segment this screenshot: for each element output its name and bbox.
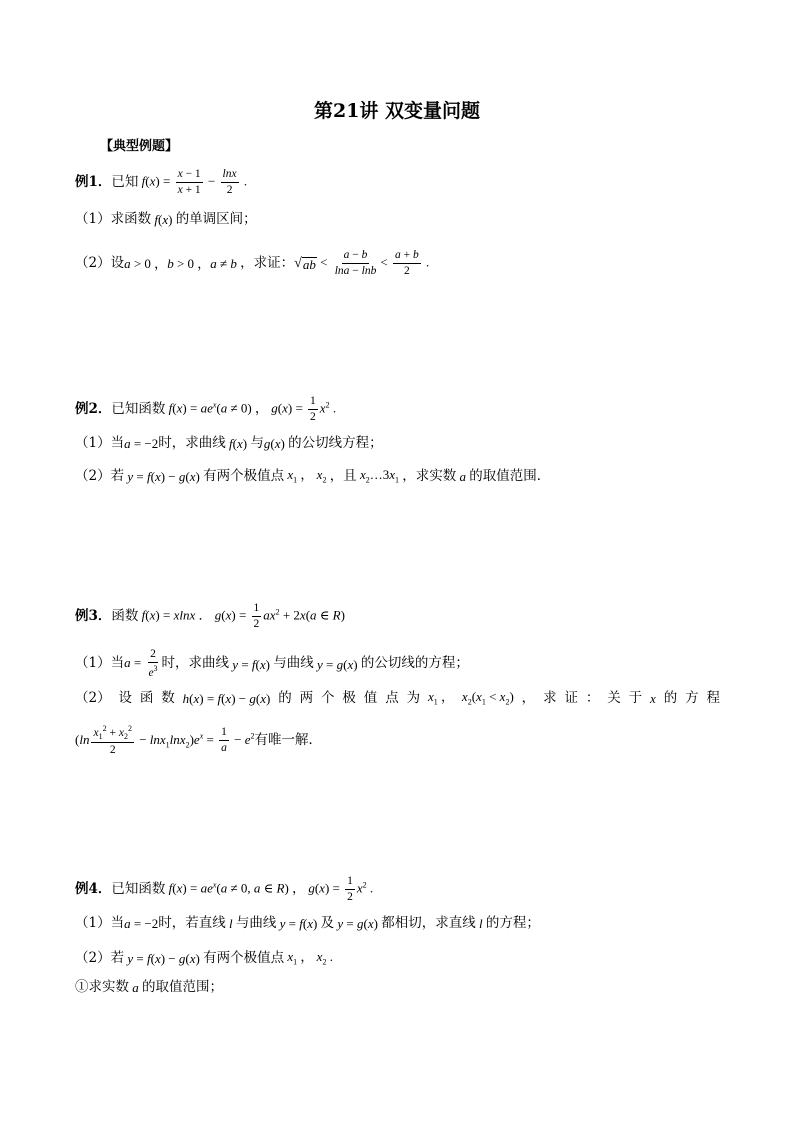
example-4-question-1: （1）当 a = −2 时，若直线 l 与曲线 y = f(x) 及 y = g(x) 都相切，求直线 l 的方程； xyxy=(75,915,540,932)
formula: a = $\frac{2}{e^3}$ xyxy=(124,648,158,680)
formula: y = f(x) xyxy=(232,656,274,672)
formula: l xyxy=(229,916,233,932)
formula: a = −2 xyxy=(124,916,159,932)
formula: $x_1$ ， xyxy=(427,689,455,707)
formula: y = g(x) xyxy=(337,916,382,932)
example-1-question-1: （1）求函数 f(x) 的单调区间； xyxy=(75,211,257,228)
formula: h(x) = f(x) − g(x) xyxy=(182,690,271,706)
example-2-question-1: （1）当 a = −2 时，求曲线 f(x) 与 g(x) 的公切线方程； xyxy=(75,435,383,452)
example-3-question-2: （2） 设 函 数 h(x) = f(x) − g(x) 的 两 个 极 值 点 为 $x_1$ ， $x_2(x_1 < x_2)$ ， 求 证 ： 关 于 x 的 方 程 xyxy=(75,689,720,707)
formula: f(x) xyxy=(154,212,176,228)
formula: √ ab < $\frac{a - b}{\ln a - \ln b}$ < $\frac{a + b}{2}$ . xyxy=(294,249,430,278)
example-1-question-2: （2）设 a > 0 ，b > 0 ，a ≠ b ，求证： √ ab < $\frac{a - b}{\ln a - \ln b}$ < $\frac{a + b}{2}$ . xyxy=(75,249,430,278)
formula: a = −2 xyxy=(124,436,159,452)
example-4-stem: 例4． 已知函数 $f(x) = ae^x(a \ne 0$, a ∈ R) ， g(x) = $\frac{1}{2}$ $x^2$ . xyxy=(75,875,374,904)
formula: f(x) = xlnx ． g(x) = $\frac{1}{2}$ $ax^2 + 2x(a$ ∈ R) xyxy=(141,602,345,631)
example-1-stem: 例1． 已知 f(x) = $\frac{x - 1}{x + 1}$ − $\frac{\ln x}{2}$ . xyxy=(75,168,248,197)
formula: a xyxy=(132,980,139,996)
formula: a xyxy=(459,468,466,484)
example-2-label: 例2． xyxy=(75,400,112,417)
formula: x xyxy=(650,690,656,706)
formula: a > 0 ，b > 0 ，a ≠ b xyxy=(124,256,237,272)
example-4-question-2: （2）若 y = f(x) − g(x) 有两个极值点 $x_1$ ， $x_2$ . xyxy=(75,949,333,967)
formula: $f(x) = ae^x(a \ne 0$, a ∈ R) ， g(x) = $\frac{1}{2}$ $x^2$ . xyxy=(168,875,374,904)
formula: f(x) xyxy=(229,436,251,452)
example-4-label: 例4． xyxy=(75,880,112,897)
formula: l xyxy=(478,916,483,932)
example-3-equation: (ln $\frac{x_1^2 + x_2^2}{2}$ − $\ln x_1\ln x_2)e^x$ = $\frac{1}{a}$ − $e^2$ 有唯一解． xyxy=(75,724,322,757)
formula: f(x) = $\frac{x - 1}{x + 1}$ − $\frac{\ln x}{2}$ . xyxy=(141,168,248,197)
example-2-stem: 例2． 已知函数 $f(x) = ae^x(a \ne 0)$ ， g(x) = $\frac{1}{2}$ $x^2$ . xyxy=(75,395,337,424)
example-3-question-1: （1）当 a = $\frac{2}{e^3}$ 时，求曲线 y = f(x) 与曲线 y = g(x) 的公切线的方程； xyxy=(75,648,469,680)
formula: g(x) xyxy=(263,436,289,452)
example-3-stem: 例3． 函数 f(x) = xlnx ． g(x) = $\frac{1}{2}$ $ax^2 + 2x(a$ ∈ R) xyxy=(75,602,345,631)
formula: y = g(x) xyxy=(317,656,361,672)
formula: y = f(x) − g(x) xyxy=(127,950,204,966)
example-1-label: 例1． xyxy=(75,173,112,190)
formula: y = f(x) xyxy=(279,916,321,932)
example-4-subquestion-1: ①求实数 a 的取值范围； xyxy=(75,979,223,996)
formula: $x_1$ ， $x_2$ . xyxy=(287,949,333,967)
formula: $f(x) = ae^x(a \ne 0)$ ， g(x) = $\frac{1}{2}$ $x^2$ . xyxy=(168,395,337,424)
formula: y = f(x) − g(x) xyxy=(127,468,204,484)
example-2-question-2: （2）若 y = f(x) − g(x) 有两个极值点 $x_1$ ， $x_2$ ，且 $x_2\dots 3x_1$ ，求实数 a 的取值范围． xyxy=(75,467,551,485)
formula: $x_2(x_1 < x_2)$ xyxy=(461,689,514,707)
formula: (ln $\frac{x_1^2 + x_2^2}{2}$ − $\ln x_1\ln x_2)e^x$ = $\frac{1}{a}$ − $e^2$ xyxy=(75,724,255,757)
formula: $x_1$ ， $x_2$ xyxy=(287,467,327,485)
page-title: 第21讲 双变量问题 xyxy=(313,100,481,122)
formula: $x_2\dots 3x_1$ xyxy=(359,467,399,485)
section-heading: 【典型例题】 xyxy=(100,139,179,154)
example-3-label: 例3． xyxy=(75,607,112,624)
